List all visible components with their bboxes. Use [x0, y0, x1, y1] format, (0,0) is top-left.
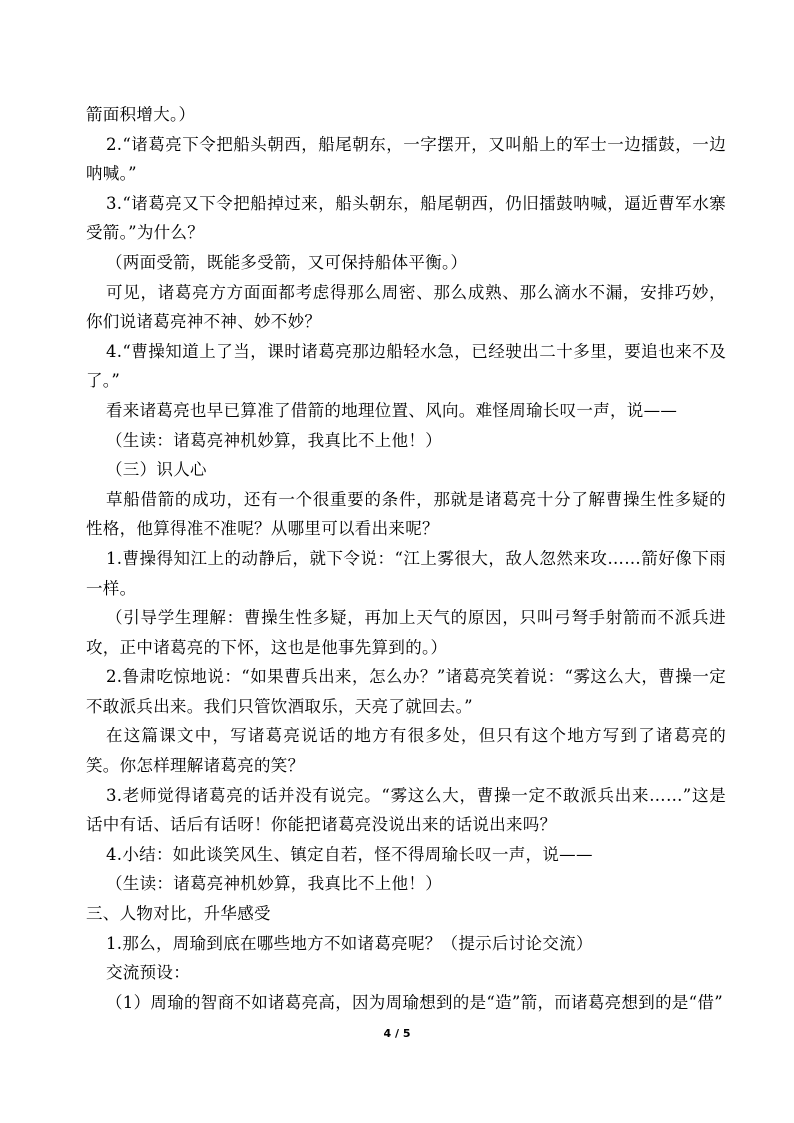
- paragraph-14: 在这篇课文中，写诸葛亮说话的地方有很多处，但只有这个地方写到了诸葛亮的笑。你怎样理解诸葛亮的笑？: [86, 726, 726, 776]
- paragraph-4: （两面受箭，既能多受箭，又可保持船体平衡。）: [106, 252, 468, 272]
- paragraph-6: 4.“曹操知道上了当，课时诸葛亮那边船轻水急，已经驶出二十多里，要追也来不及了。”: [86, 341, 726, 391]
- paragraph-7: 看来诸葛亮也早已算准了借箭的地理位置、风向。难怪周瑜长叹一声，说——: [106, 400, 678, 420]
- paragraph-13: 2.鲁肃吃惊地说：“如果曹兵出来，怎么办？”诸葛亮笑着说：“雾这么大，曹操一定不敢派兵出来。我们只管饮酒取乐，天亮了就回去。”: [86, 667, 726, 716]
- paragraph-16: 4.小结：如此谈笑风生、镇定自若，怪不得周瑜长叹一声，说——: [106, 844, 593, 864]
- paragraph-10: 草船借箭的成功，还有一个很重要的条件，那就是诸葛亮十分了解曹操生性多疑的性格，他算得准不准呢？从哪里可以看出来呢？: [86, 489, 726, 539]
- paragraph-8: （生读：诸葛亮神机妙算，我真比不上他！）: [106, 430, 442, 450]
- paragraph-17: （生读：诸葛亮神机妙算，我真比不上他！）: [106, 874, 442, 894]
- body-text: [86, 100, 726, 1017]
- paragraph-11: 1.曹操得知江上的动静后，就下令说：“江上雾很大，敌人忽然来攻……箭好像下雨一样。: [86, 548, 726, 598]
- paragraph-20: 交流预设：: [106, 963, 190, 983]
- paragraph-1: 箭面积增大。）: [86, 105, 196, 124]
- paragraph-21: （1）周瑜的智商不如诸葛亮高，因为周瑜想到的是“造”箭，而诸葛亮想到的是“借”: [106, 992, 723, 1012]
- paragraph-3: 3.“诸葛亮又下令把船掉过来，船头朝东，船尾朝西，仍旧擂鼓呐喊，逼近曹军水寨受箭。”为什么？: [86, 193, 726, 243]
- paragraph-2: 2.“诸葛亮下令把船头朝西，船尾朝东，一字摆开，又叫船上的军士一边擂鼓，一边呐喊。”: [86, 134, 726, 184]
- paragraph-15: 3.老师觉得诸葛亮的话并没有说完。“雾这么大，曹操一定不敢派兵出来……”这是话中有话、话后有话呀！你能把诸葛亮没说出来的话说出来吗？: [86, 785, 726, 835]
- paragraph-5: 可见，诸葛亮方方面面都考虑得那么周密、那么成熟、那么滴水不漏，安排巧妙，你们说诸葛亮神不神、妙不妙？: [86, 282, 726, 332]
- paragraph-12: （引导学生理解：曹操生性多疑，再加上天气的原因，只叫弓弩手射箭而不派兵进攻，正中诸葛亮的下怀，这也是他事先算到的。）: [86, 608, 726, 657]
- section-heading-part-3: 三、人物对比，升华感受: [86, 904, 271, 924]
- paragraph-19: 1.那么，周瑜到底在哪些地方不如诸葛亮呢？（提示后讨论交流）: [106, 933, 593, 953]
- page-number: 4 / 5: [383, 1027, 411, 1040]
- section-heading-3: （三）识人心: [106, 460, 207, 480]
